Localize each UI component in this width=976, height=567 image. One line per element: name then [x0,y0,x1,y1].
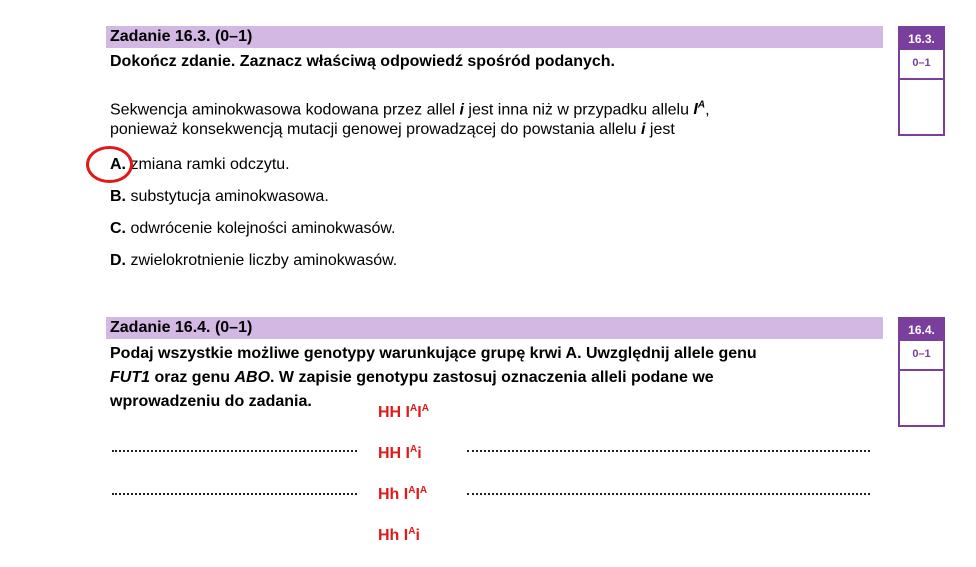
answer-line[interactable] [112,450,357,452]
handwritten-answer: HH $I^Ai$ [378,444,422,462]
score-box-points: 0–1 [900,50,943,80]
task-16-4-instruction-line2: FUT1 oraz genu ABO. W zapisie genotypu zastosuj oznaczenia alleli podane we [110,369,714,386]
task-16-3-stem-line1: Sekwencja aminokwasowa kodowana przez allel i jest inna niż w przypadku allelu $I^A$, [110,100,710,119]
score-box-16-3 [898,26,945,136]
answer-circle-mark [86,146,133,183]
answer-line[interactable] [467,493,870,495]
score-box-number: 16.3. [900,28,943,50]
task-16-4-header: Zadanie 16.4. (0–1) [106,317,883,339]
task-16-3-instruction: Dokończ zdanie. Zaznacz właściwą odpowiedź spośród podanych. [110,53,615,70]
option-b[interactable]: B. substytucja aminokwasowa. [110,188,329,205]
answer-line[interactable] [467,450,870,452]
task-16-4-instruction-line1: Podaj wszystkie możliwe genotypy warunkujące grupę krwi A. Uwzględnij allele genu [110,345,757,362]
handwritten-answer: HH $I^AI^A$ [378,403,429,421]
option-d[interactable]: D. zwielokrotnienie liczby aminokwasów. [110,252,398,269]
handwritten-answer: Hh $I^AI^A$ [378,485,428,503]
task-16-3-header: Zadanie 16.3. (0–1) [106,26,883,48]
handwritten-answer: Hh $I^Ai$ [378,526,420,544]
score-box-points: 0–1 [900,341,943,371]
task-16-3-stem-line2: ponieważ konsekwencją mutacji genowej prowadzącej do powstania allelu i jest [110,121,675,138]
option-a[interactable]: A. zmiana ramki odczytu. [110,156,290,173]
task-16-4-instruction-line3: wprowadzeniu do zadania. [110,393,312,410]
score-box-number: 16.4. [900,319,943,341]
answer-line[interactable] [112,493,357,495]
option-c[interactable]: C. odwrócenie kolejności aminokwasów. [110,220,396,237]
score-box-16-4 [898,317,945,427]
